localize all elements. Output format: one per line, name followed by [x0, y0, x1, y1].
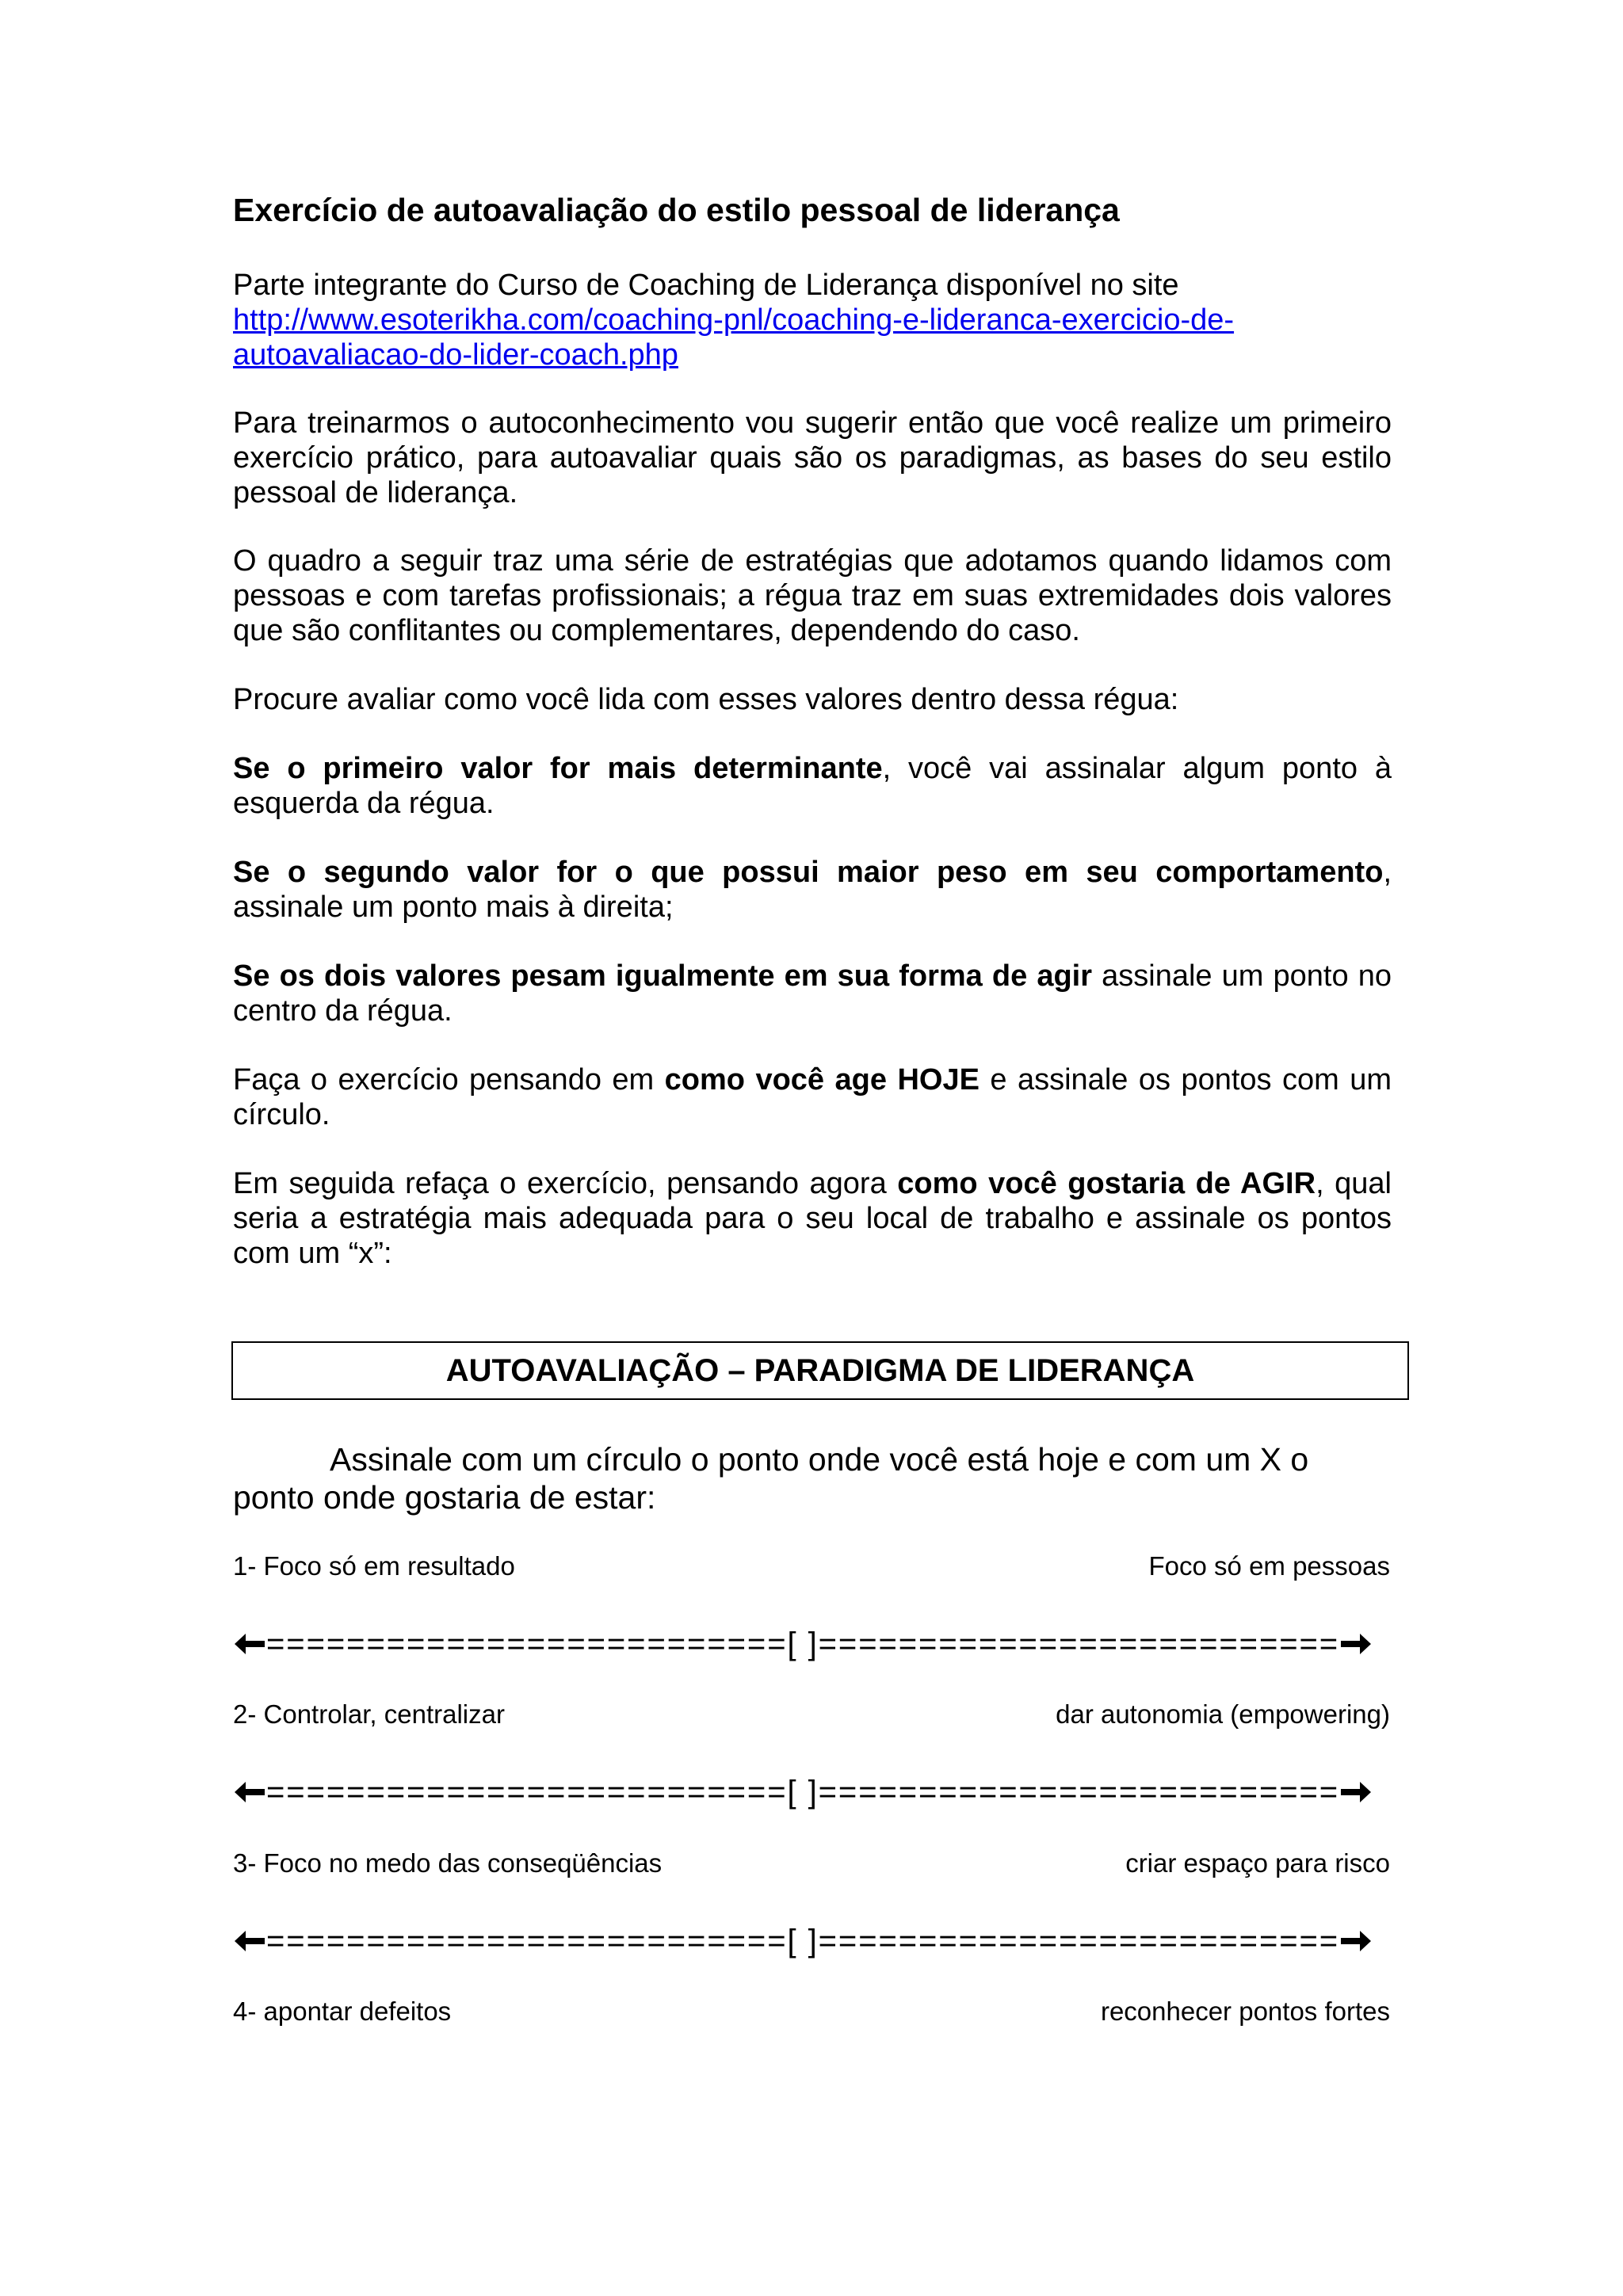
- bold-text: como você gostaria de AGIR: [897, 1167, 1316, 1200]
- bold-text: Se o segundo valor for o que possui maior peso em seu comportamento: [233, 856, 1384, 889]
- arrow-left-icon: [233, 1779, 266, 1806]
- scale-left-label: 3- Foco no medo das conseqüências: [233, 1848, 663, 1878]
- scale-left-label: 4- apontar defeitos: [233, 1997, 452, 2026]
- section-heading: AUTOAVALIAÇÃO – PARADIGMA DE LIDERANÇA: [445, 1352, 1195, 1388]
- paragraph-dois-valores: Se os dois valores pesam igualmente em sua forma de agir assinale um ponto no centro da régua.: [233, 959, 1392, 1028]
- scale-right-label: reconhecer pontos fortes: [1100, 1997, 1390, 2026]
- ruler-bar: ==========================[ ]==========================: [266, 1775, 1340, 1810]
- arrow-right-icon: [1339, 1630, 1373, 1657]
- bold-text: Se os dois valores pesam igualmente em sua forma de agir: [233, 959, 1093, 993]
- ruler-bar: ==========================[ ]==========================: [266, 1627, 1340, 1661]
- instruction: Assinale com um círculo o ponto onde você está hoje e com um X o ponto onde gostaria de estar:: [233, 1441, 1309, 1516]
- paragraph-procure: Procure avaliar como você lida com esses valores dentro dessa régua:: [233, 683, 1179, 716]
- scale-item: [233, 1997, 1390, 2031]
- intro-text: Parte integrante do Curso de Coaching de Liderança disponível no site: [233, 269, 1179, 302]
- scale-item: [233, 1551, 1390, 1586]
- course-link[interactable]: http://www.esoterikha.com/coaching-pnl/coaching-e-lideranca-exercicio-de- autoavaliacao-do-lider-coach.php: [233, 303, 1235, 372]
- rating-ruler[interactable]: [233, 1772, 1374, 1812]
- arrow-right-icon: [1339, 1928, 1373, 1955]
- rating-ruler[interactable]: [233, 1921, 1374, 1961]
- section-heading-box: [231, 1341, 1409, 1400]
- scale-right-label: Foco só em pessoas: [1148, 1551, 1390, 1581]
- scale-left-label: 2- Controlar, centralizar: [233, 1699, 505, 1729]
- scale-item: [233, 1848, 1390, 1883]
- ruler-bar: ==========================[ ]==========================: [266, 1924, 1340, 1958]
- scale-left-label: 1- Foco só em resultado: [233, 1551, 515, 1581]
- scale-item: [233, 1699, 1390, 1734]
- paragraph-primeiro-valor: Se o primeiro valor for mais determinante, você vai assinalar algum ponto à esquerda da régua.: [233, 752, 1392, 820]
- rating-ruler[interactable]: [233, 1624, 1374, 1664]
- page-title: Exercício de autoavaliação do estilo pessoal de liderança: [233, 192, 1120, 228]
- bold-text: como você age HOJE: [664, 1063, 980, 1097]
- scale-right-label: criar espaço para risco: [1125, 1848, 1390, 1878]
- paragraph-quadro: O quadro a seguir traz uma série de estratégias que adotamos quando lidamos com pessoas e com tarefas profissionais; a régua traz em suas extremidades dois valores que são conflitantes ou complementares, dependendo do caso.: [233, 544, 1392, 647]
- arrow-right-icon: [1339, 1779, 1373, 1806]
- bold-text: Se o primeiro valor for mais determinante: [233, 752, 883, 785]
- intro-paragraph: [233, 268, 1392, 372]
- arrow-left-icon: [233, 1630, 266, 1657]
- arrow-left-icon: [233, 1928, 266, 1955]
- paragraph-agir: Em seguida refaça o exercício, pensando agora como você gostaria de AGIR, qual seria a estratégia mais adequada para o seu local de trabalho e assinale os pontos com um “x”:: [233, 1167, 1392, 1270]
- scale-right-label: dar autonomia (empowering): [1056, 1699, 1390, 1729]
- paragraph-autoconhecimento: Para treinarmos o autoconhecimento vou sugerir então que você realize um primeiro exercício prático, para autoavaliar quais são os paradigmas, as bases do seu estilo pessoal de liderança.: [233, 406, 1392, 509]
- paragraph-hoje: Faça o exercício pensando em como você age HOJE e assinale os pontos com um círculo.: [233, 1063, 1392, 1131]
- paragraph-segundo-valor: Se o segundo valor for o que possui maior peso em seu comportamento, assinale um ponto mais à direita;: [233, 856, 1392, 924]
